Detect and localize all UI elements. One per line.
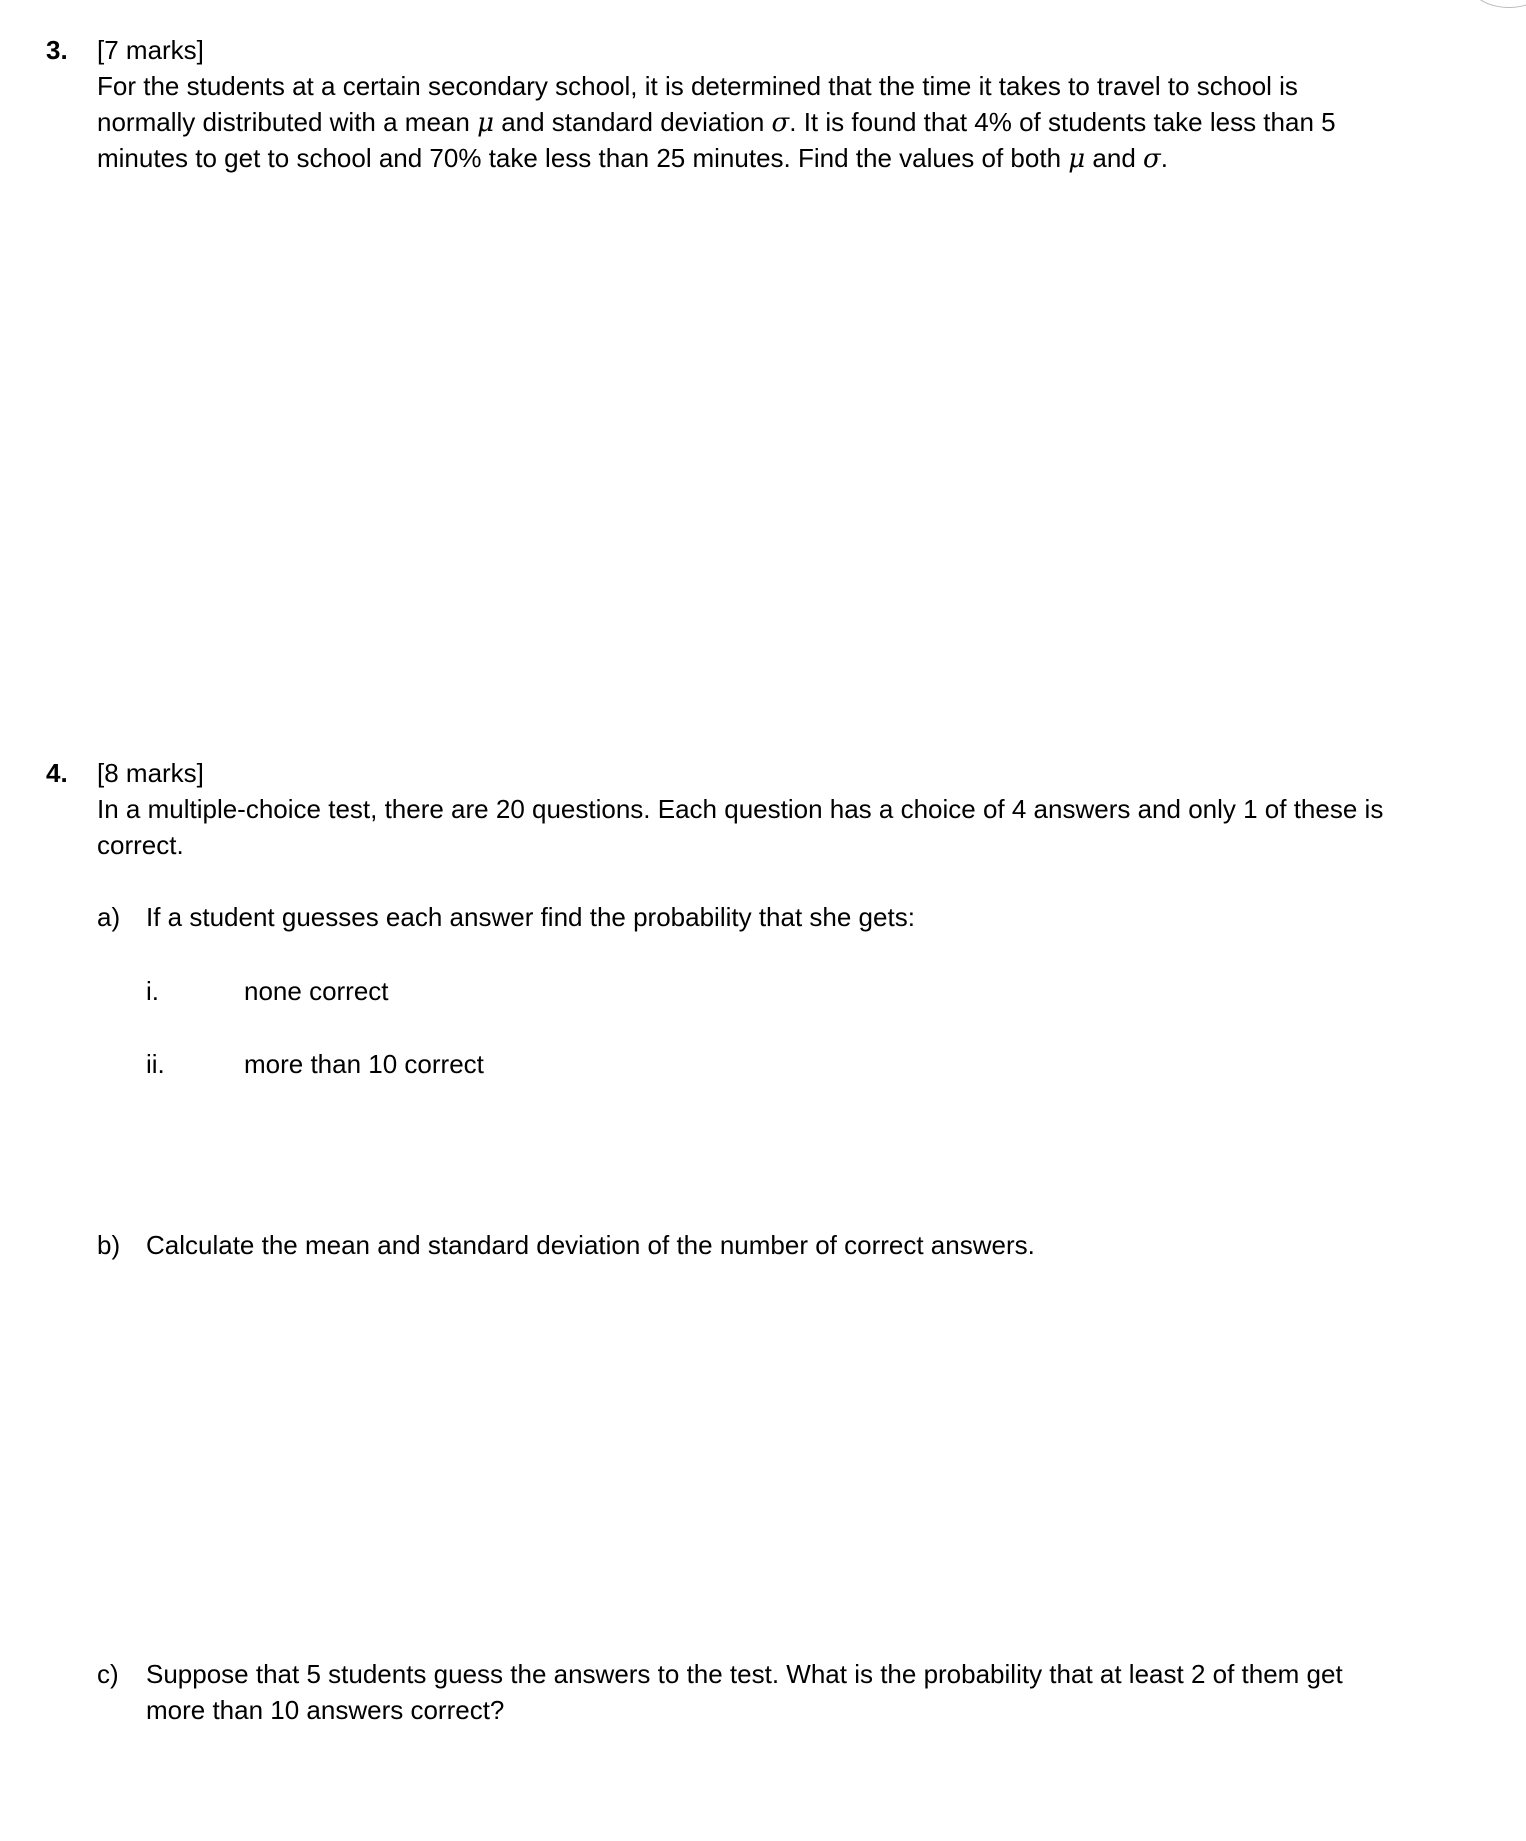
part-a-label: a) xyxy=(97,902,121,932)
q3-line2-text-a: normally distributed with a mean xyxy=(97,107,478,137)
q3-line2-text-b: and standard deviation xyxy=(493,107,772,137)
question-3-line-3 xyxy=(97,140,1497,177)
part-c-line-2: more than 10 answers correct? xyxy=(146,1695,505,1725)
question-4-line-2: correct. xyxy=(97,830,184,860)
part-c-label: c) xyxy=(97,1659,119,1689)
question-3-marks: [7 marks] xyxy=(97,35,204,65)
part-a-item-i-text: none correct xyxy=(244,976,389,1006)
part-b-label: b) xyxy=(97,1230,121,1260)
question-4-marks: [8 marks] xyxy=(97,758,204,788)
part-a-item-ii-text: more than 10 correct xyxy=(244,1049,484,1079)
question-3-line-1: For the students at a certain secondary school, it is determined that the time it takes to travel to school is xyxy=(97,71,1298,101)
q3-line3-text-c: . xyxy=(1160,143,1168,173)
q3-line3-text-b: and xyxy=(1085,143,1143,173)
question-4-line-1: In a multiple-choice test, there are 20 questions. Each question has a choice of 4 answers and only 1 of these is xyxy=(97,794,1384,824)
sigma-symbol: σ xyxy=(1143,144,1161,174)
q3-line3-text-a: minutes to get to school and 70% take less than 25 minutes. Find the values of both xyxy=(97,143,1069,173)
part-a-text: If a student guesses each answer find the probability that she gets: xyxy=(146,902,915,932)
mu-symbol: μ xyxy=(1068,144,1086,174)
part-a-item-ii-label: ii. xyxy=(146,1049,165,1079)
page-corner-marker xyxy=(1470,0,1526,8)
sigma-symbol: σ xyxy=(771,108,790,138)
q3-line2-text-c: . It is found that 4% of students take less than 5 xyxy=(789,107,1336,137)
part-c-line-1: Suppose that 5 students guess the answers to the test. What is the probability that at least 2 of them get xyxy=(146,1659,1343,1689)
mu-symbol: μ xyxy=(477,108,494,138)
question-3-line-2 xyxy=(97,104,1497,141)
question-3-number: 3. xyxy=(46,35,68,65)
part-b-text: Calculate the mean and standard deviation of the number of correct answers. xyxy=(146,1230,1035,1260)
question-4-number: 4. xyxy=(46,758,68,788)
part-a-item-i-label: i. xyxy=(146,976,159,1006)
